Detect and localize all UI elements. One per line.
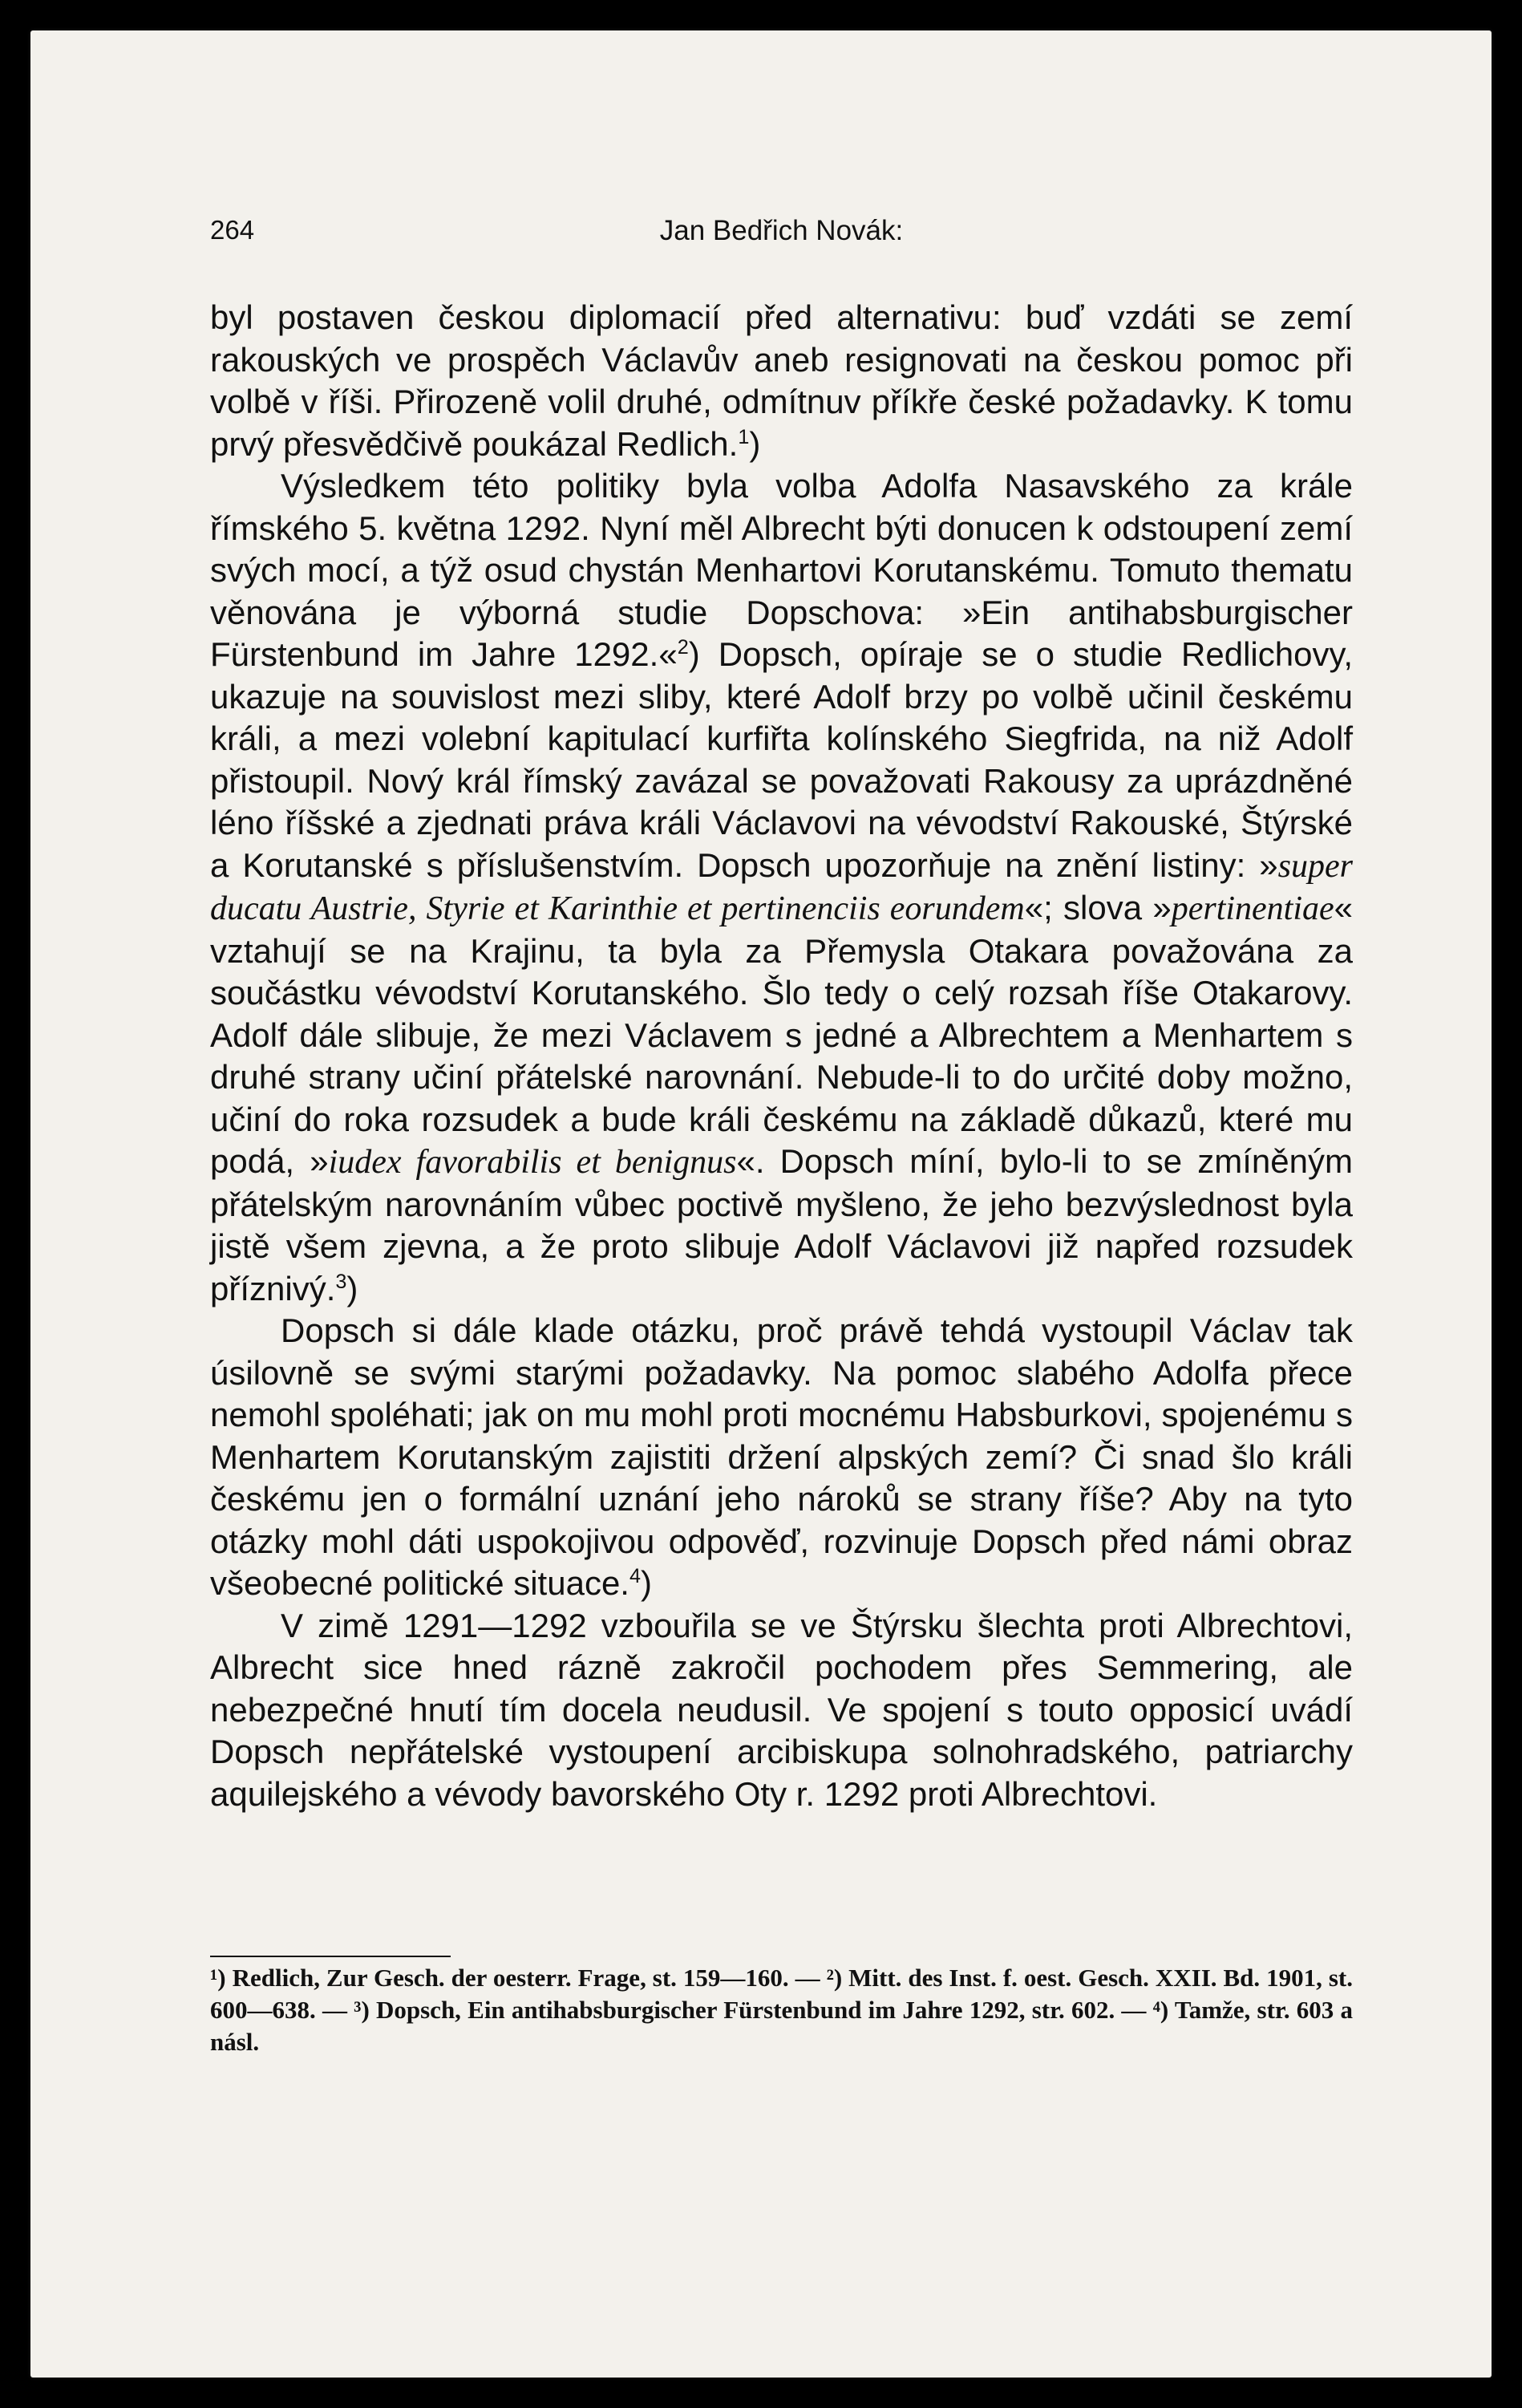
paragraph-2-text-b: ) Dopsch, opíraje se o studie Redlichovy, ukazuje na souvislost mezi sliby, které Adolf brzy po volbě učinil českému králi, a mezi volební kapitulací kurfiřta kolínského Siegfrida, na niž Adolf přistoupil. Nový král římský zavázal se považovati Rakousy za uprázdněné léno říšské a zjednati práva králi Václavovi na vévodství Rakouské, Štýrské a Korutanské s příslušenstvím. Dopsch upozorňuje na znění listiny: » xyxy=(210,635,1353,884)
latin-quote-1: super ducatu Austrie, Styrie et Karinthie et pertinenciis eorundem xyxy=(210,847,1353,927)
running-head: Jan Bedřich Novák: xyxy=(659,215,904,246)
footnote-ref-4: 4 xyxy=(629,1565,641,1587)
paragraph-4 xyxy=(210,1605,1353,1816)
paragraph-1-text: byl postaven českou diplomacií před alternativu: buď vzdáti se zemí rakouských ve prospěch Václavův aneb resignovati na českou pomoc při volbě v říši. Přirozeně volil druhé, odmítnuv příkře české požadavky. K tomu prvý přesvědčivě poukázal Redlich. xyxy=(210,298,1353,463)
page-number: 264 xyxy=(210,215,255,245)
latin-quote-3: iudex favorabilis et benignus xyxy=(328,1144,737,1181)
paragraph-2-text-a: Výsledkem této politiky byla volba Adolfa Nasavského za krále římského 5. května 1292. Nyní měl Albrecht býti donucen k odstoupení zemí svých mocí, a týž osud chystán Menhartovi Korutanskému. Tomuto thematu věnována je výborná studie Dopschova: »Ein antihabsburgischer Fürstenbund im Jahre 1292.« xyxy=(210,467,1353,673)
paragraph-3 xyxy=(210,1310,1353,1605)
paragraph-3-end: ) xyxy=(641,1564,652,1602)
footnote-ref-3: 3 xyxy=(335,1270,347,1293)
paragraph-4-text: V zimě 1291—1292 vzbouřila se ve Štýrsku šlechta proti Albrechtovi, Albrecht sice hned rázně zakročil pochodem přes Semmering, ale nebezpečné hnutí tím docela neudusil. Ve spojení s touto opposicí uvádí Dopsch nepřátelské vystoupení arcibiskupa solnohradského, patriarchy aquilejského a vévody bavorského Oty r. 1292 proti Albrechtovi. xyxy=(210,1606,1353,1813)
paragraph-2-text-d: « vztahují se na Krajinu, ta byla za Přemysla Otakara považována za součástku vévodství Korutanského. Šlo tedy o celý rozsah říše Otakarovy. Adolf dále slibuje, že mezi Václavem s jedné a Albrechtem a Menhartem s druhé strany učiní přátelské narovnání. Nebude-li to do určité doby možno, učiní do roka rozsudek a bude králi českému na základě důkazů, které mu podá, » xyxy=(210,889,1354,1180)
footnotes: ¹) Redlich, Zur Gesch. der oesterr. Frage, st. 159—160. — ²) Mitt. des Inst. f. oest. Gesch. XXII. Bd. 1901, st. 600—638. — ³) Dopsch, Ein antihabsburgischer Fürstenbund im Jahre 1292, str. 602. — ⁴) Tamže, str. 603 a násl. xyxy=(210,1964,1353,2056)
paragraph-2-text-c: «; slova » xyxy=(1024,889,1172,926)
paragraph-3-text: Dopsch si dále klade otázku, proč právě tehdá vystoupil Václav tak úsilovně se svými starými požadavky. Na pomoc slabého Adolfa přece nemohl spoléhati; jak on mu mohl proti mocnému Habsburkovi, spojenému s Menhartem Korutanským zajistiti držení alpských zemí? Či snad šlo králi českému jen o formální uznání jeho nároků se strany říše? Aby na tyto otázky mohl dáti uspokojivou odpověď, rozvinuje Dopsch před námi obraz všeobecné politické situace. xyxy=(210,1311,1353,1602)
paragraph-2 xyxy=(210,465,1353,1310)
footnote-divider xyxy=(210,1956,451,1957)
paragraph-2-end: ) xyxy=(346,1269,358,1307)
latin-quote-2: pertinentiae xyxy=(1171,890,1334,927)
paragraph-2-text-e: «. Dopsch míní, bylo-li to se zmíněným přátelským narovnáním vůbec poctivě myšleno, že jeho bezvýslednost byla jistě všem zjevna, a že proto slibuje Adolf Václavovi již napřed rozsudek příznivý. xyxy=(210,1142,1353,1307)
paragraph-1 xyxy=(210,297,1353,465)
body-text xyxy=(210,297,1353,1815)
footnote-ref-2: 2 xyxy=(677,636,689,659)
page-header xyxy=(210,215,1353,263)
footnote-ref-1: 1 xyxy=(738,425,750,448)
paragraph-1-end: ) xyxy=(749,424,761,463)
